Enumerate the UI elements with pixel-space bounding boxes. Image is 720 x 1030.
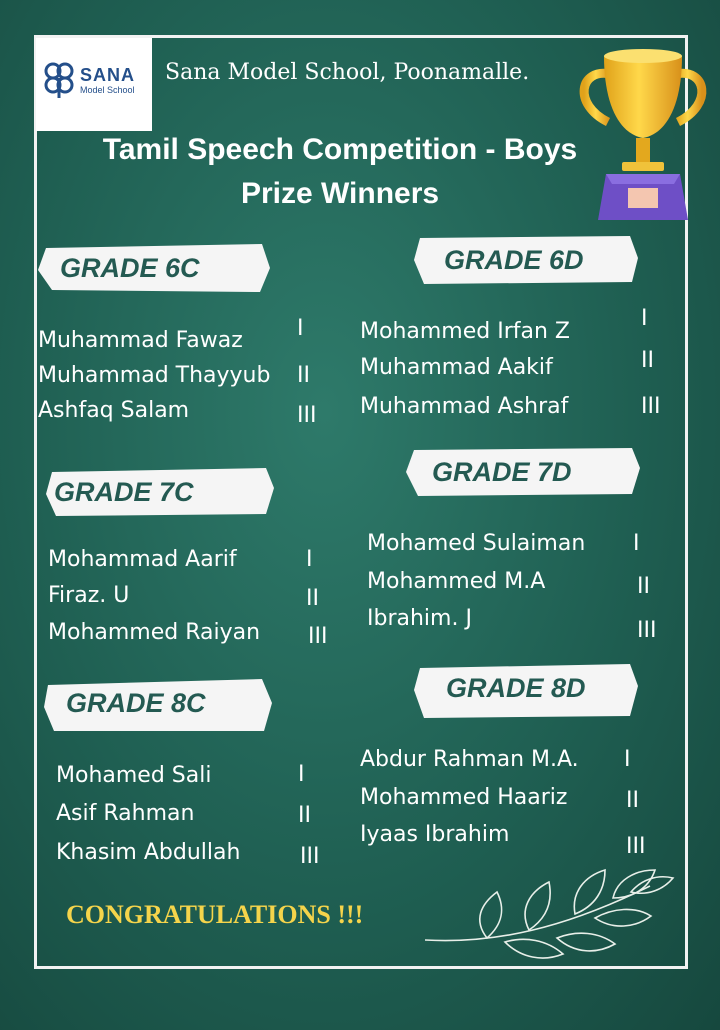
winner-name: Mohammed Raiyan <box>48 620 261 645</box>
winner-rank: III <box>626 834 646 859</box>
winner-name: Abdur Rahman M.A. <box>360 747 579 772</box>
school-logo <box>36 38 152 131</box>
winner-rank: I <box>298 762 305 787</box>
winner-name: Mohamed Sali <box>56 763 212 788</box>
school-name: Sana Model School, Poonamalle. <box>165 60 530 85</box>
winner-rank: III <box>637 618 657 643</box>
winner-name: Mohammad Aarif <box>48 547 237 572</box>
grade-8d-banner <box>414 660 638 716</box>
winner-name: Muhammad Aakif <box>360 355 553 380</box>
winner-rank: III <box>300 844 320 869</box>
winner-name: Muhammad Fawaz <box>38 328 243 353</box>
winner-rank: I <box>641 306 648 331</box>
winner-name: Iyaas Ibrahim <box>360 822 510 847</box>
trophy-icon <box>570 42 716 227</box>
sana-logo-icon <box>42 60 76 100</box>
grade-7c-banner <box>46 464 274 520</box>
winner-name: Mohammed M.A <box>367 569 546 594</box>
grade-6c-banner <box>38 240 270 296</box>
grade-8d-label: GRADE 8D <box>446 672 586 703</box>
winner-rank: III <box>308 624 328 649</box>
grade-6d-banner <box>414 232 638 288</box>
winner-name: Firaz. U <box>48 583 130 608</box>
winner-name: Mohammed Irfan Z <box>360 319 570 344</box>
winner-rank: II <box>641 348 654 373</box>
grade-6c-label: GRADE 6C <box>60 252 200 283</box>
leaf-branch-icon <box>425 858 675 978</box>
winner-name: Khasim Abdullah <box>56 840 241 865</box>
winner-name: Ashfaq Salam <box>38 398 190 423</box>
winner-name: Mohamed Sulaiman <box>367 531 586 556</box>
logo-subtitle: Model School <box>80 84 135 95</box>
winner-rank: I <box>297 316 304 341</box>
winner-rank: II <box>637 574 650 599</box>
winner-rank: I <box>633 531 640 556</box>
winner-name: Muhammad Ashraf <box>360 394 569 419</box>
grade-6d-label: GRADE 6D <box>444 244 584 275</box>
page-subtitle: Prize Winners <box>240 177 440 210</box>
grade-7d-label: GRADE 7D <box>432 456 572 487</box>
grade-7c-label: GRADE 7C <box>54 476 194 507</box>
winner-name: Muhammad Thayyub <box>38 363 271 388</box>
winner-rank: III <box>641 394 661 419</box>
winner-rank: II <box>298 803 311 828</box>
winner-rank: II <box>306 586 319 611</box>
winner-rank: II <box>626 788 639 813</box>
page-title: Tamil Speech Competition - Boys <box>102 133 578 166</box>
congratulations-text: CONGRATULATIONS !!! <box>66 900 364 929</box>
grade-8c-banner <box>44 675 272 731</box>
logo-name: SANA <box>80 64 136 85</box>
winner-rank: II <box>297 363 310 388</box>
grade-7d-banner <box>406 444 640 500</box>
winner-name: Ibrahim. J <box>367 606 472 631</box>
winner-rank: III <box>297 403 317 428</box>
winner-rank: I <box>306 547 313 572</box>
grade-8c-label: GRADE 8C <box>66 687 206 718</box>
winner-rank: I <box>624 747 631 772</box>
winner-name: Asif Rahman <box>56 801 195 826</box>
winner-name: Mohammed Haariz <box>360 785 568 810</box>
